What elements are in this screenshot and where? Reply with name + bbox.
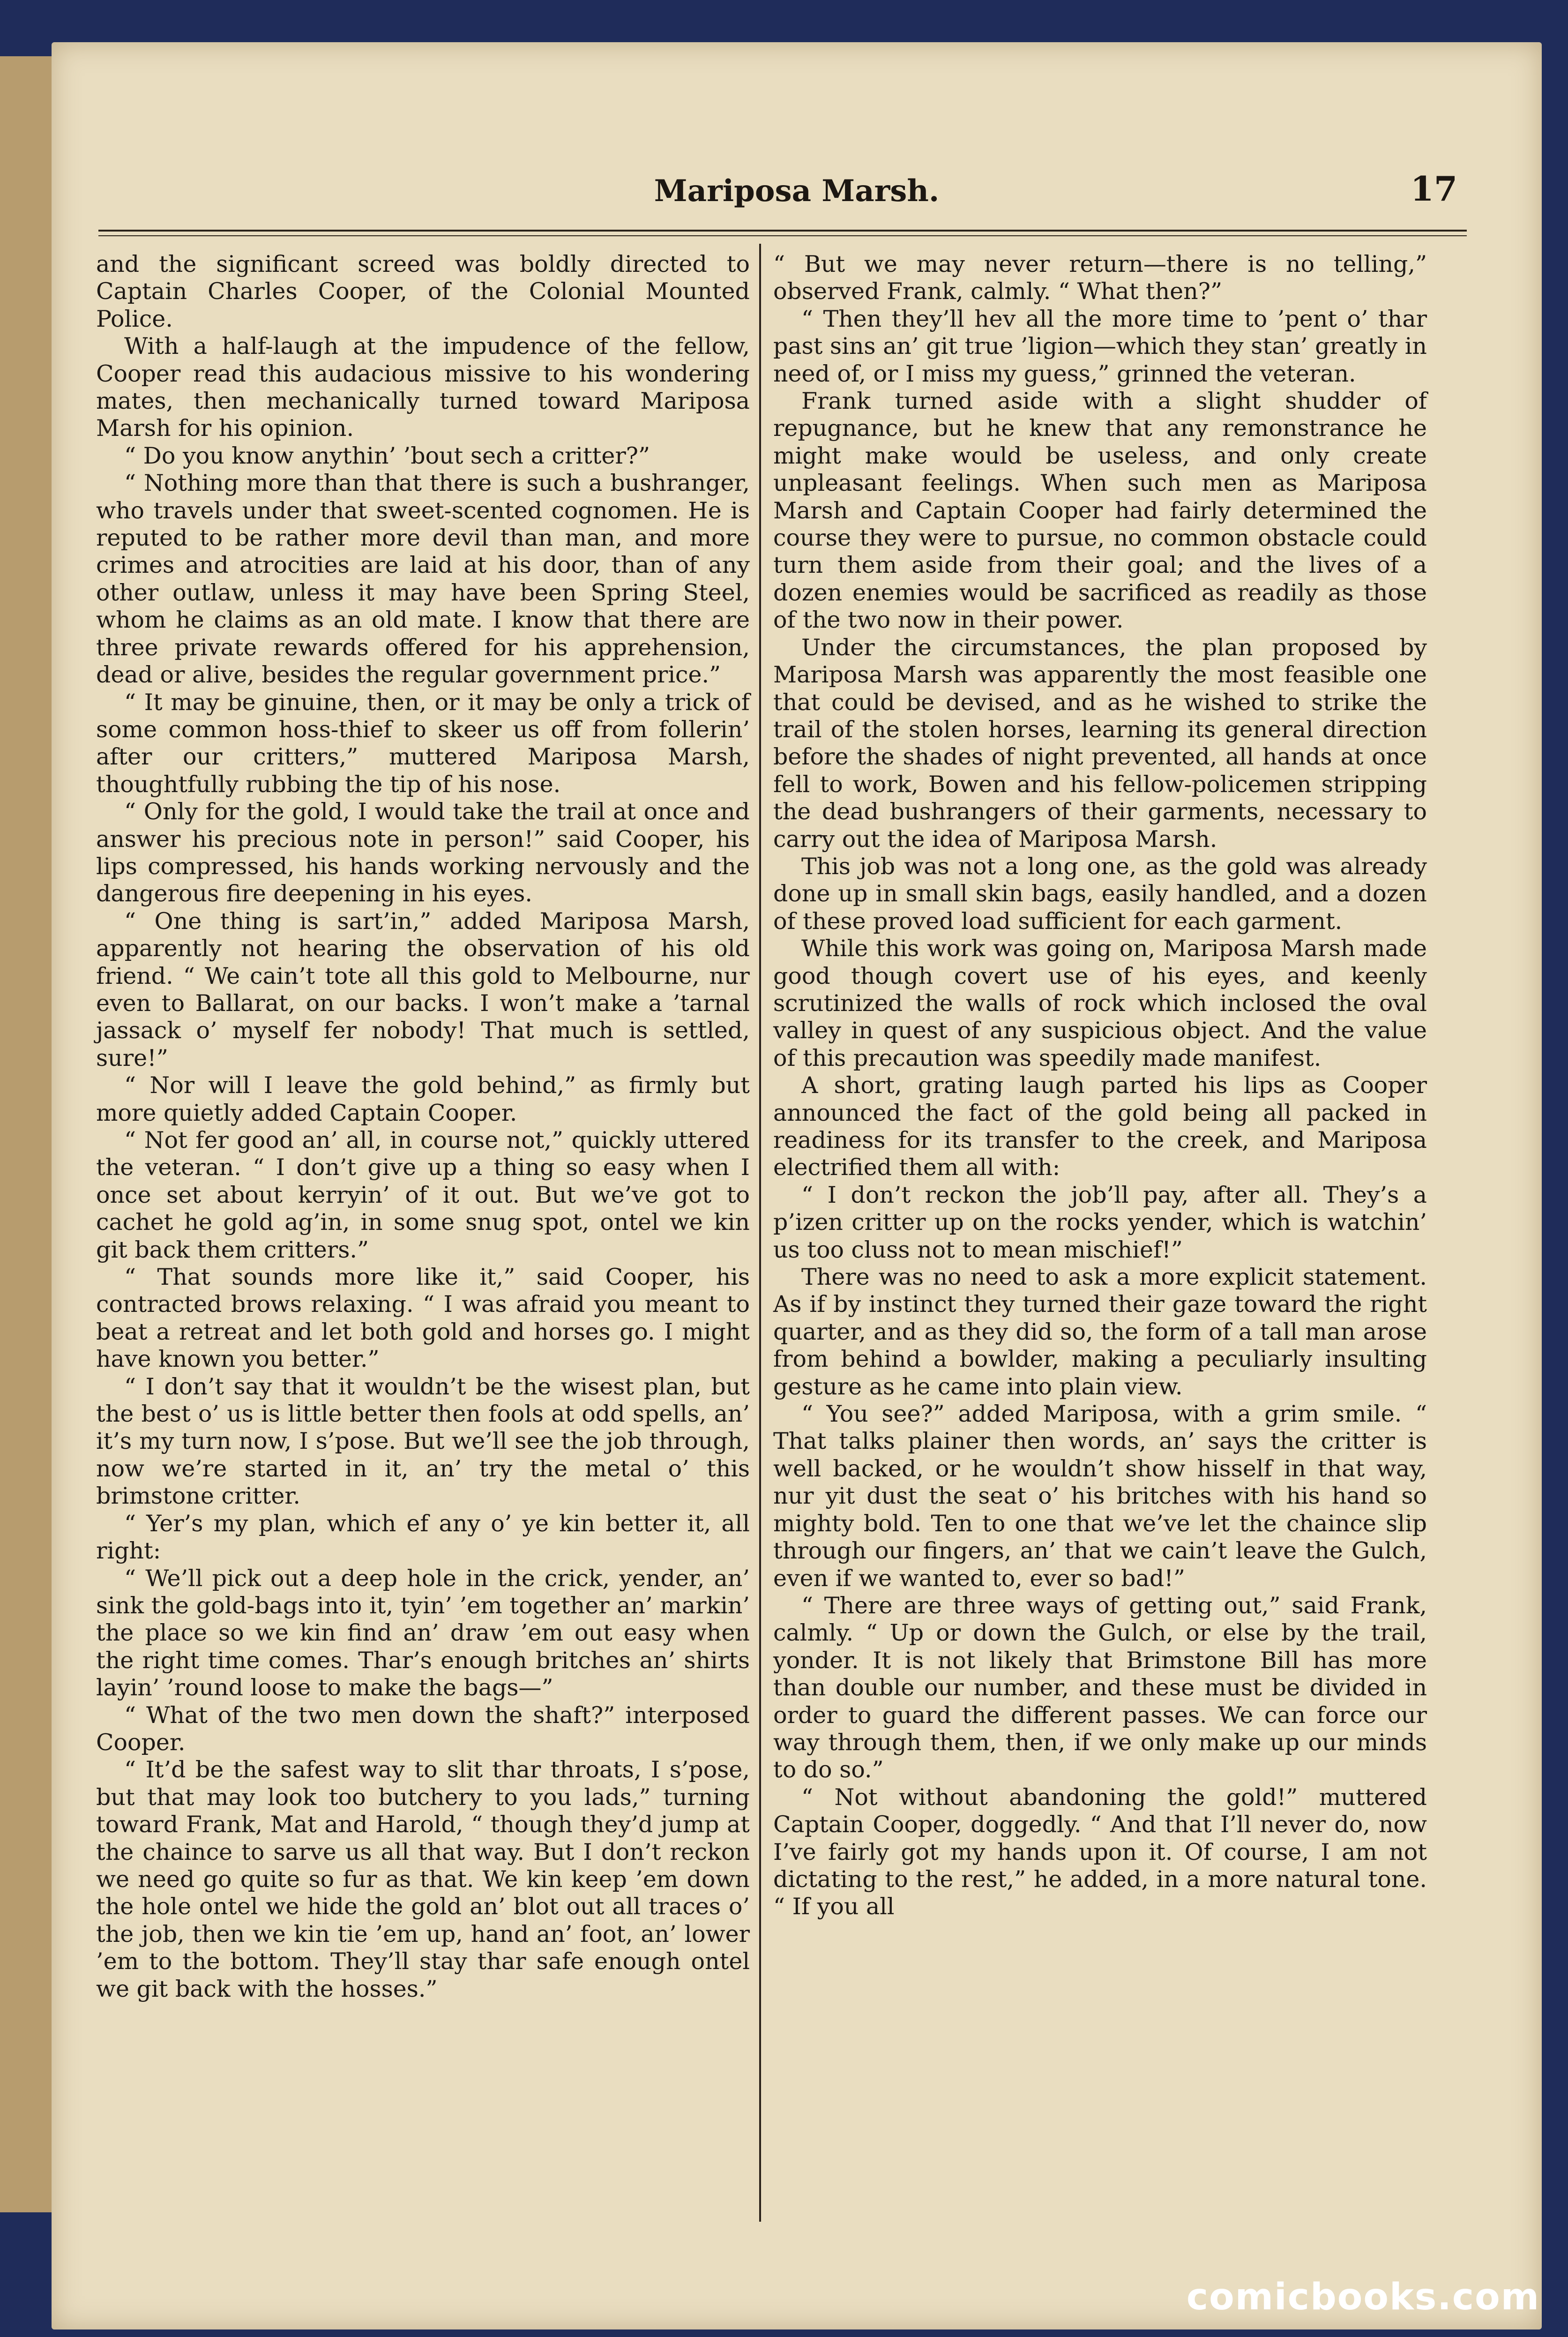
paragraph: With a half-laugh at the impudence of the fellow, Cooper read this audacious missive to his wondering mates, then mechanically turned toward Mariposa Marsh for his opinion.: [96, 333, 750, 442]
text-column-right: [773, 251, 1427, 1921]
paragraph: Frank turned aside with a slight shudder of repugnance, but he knew that any remonstrance he might make would be useless, and only create unpleasant feelings. When such men as Mariposa Marsh and Captain Cooper had fairly determined the course they were to pursue, no common obstacle could turn them aside from their goal; and the lives of a dozen enemies would be sacrificed as readily as those of the two now in their power.: [773, 388, 1427, 634]
page-number: 17: [1410, 169, 1457, 209]
paragraph: This job was not a long one, as the gold was already done up in small skin bags, easily handled, and a dozen of these proved load sufficient for each garment.: [773, 853, 1427, 935]
previous-page-edge: [0, 56, 58, 2212]
paragraph: There was no need to ask a more explicit statement. As if by instinct they turned their gaze toward the right quarter, and as they did so, the form of a tall man arose from behind a bowlder, making a peculiarly insulting gesture as he came into plain view.: [773, 1264, 1427, 1400]
paragraph: “ Do you know anythin’ ’bout sech a critter?”: [124, 442, 650, 469]
paragraph: “ There are three ways of getting out,” said Frank, calmly. “ Up or down the Gulch, or else by the trail, yonder. It is not likely that Brimstone Bill has more than double our number, and these must be divided in order to guard the different passes. We can force our way through them, then, if we only make up our minds to do so.”: [773, 1592, 1427, 1783]
paragraph: “ It may be ginuine, then, or it may be only a trick of some common hoss-thief to skeer us off from follerin’ after our critters,” muttered Mariposa Marsh, thoughtfully rubbing the tip of his nose.: [96, 689, 750, 798]
paragraph: “ Nothing more than that there is such a bushranger, who travels under that sweet-scented cognomen. He is reputed to be rather more devil than man, and more crimes and atrocities are laid at his door, than of any other outlaw, unless it may have been Spring Steel, whom he claims as an old mate. I know that there are three private rewards offered for his apprehension, dead or alive, besides the regular government price.”: [96, 470, 750, 689]
paragraph: “ Not fer good an’ all, in course not,” quickly uttered the veteran. “ I don’t give up a thing so easy when I once set about kerryin’ of it out. But we’ve got to cachet he gold ag’in, in some snug spot, ontel we kin git back them critters.”: [96, 1127, 750, 1263]
header-rule: [98, 230, 1467, 236]
paragraph: “ Then they’ll hev all the more time to ’pent o’ thar past sins an’ git true ’ligion—which they stan’ greatly in need of, or I miss my guess,” grinned the veteran.: [773, 305, 1427, 387]
paragraph: “ We’ll pick out a deep hole in the crick, yender, an’ sink the gold-bags into it, tyin’ ’em together an’ markin’ the place so we kin find an’ draw ’em out easy when the right time comes. Thar’s enough britches an’ shirts layin’ ’round loose to make the bags—”: [96, 1565, 750, 1701]
paragraph: Under the circumstances, the plan proposed by Mariposa Marsh was apparently the most feasible one that could be devised, and as he wished to strike the trail of the stolen horses, learning its general direction before the shades of night prevented, all hands at once fell to work, Bowen and his fellow-policemen stripping the dead bushrangers of their garments, necessary to carry out the idea of Mariposa Marsh.: [773, 634, 1427, 853]
magazine-page: [52, 42, 1542, 2330]
site-watermark: comicbooks.com: [1186, 2276, 1540, 2318]
paragraph: “ Nor will I leave the gold behind,” as firmly but more quietly added Captain Cooper.: [96, 1072, 750, 1126]
paragraph: “ What of the two men down the shaft?” interposed Cooper.: [96, 1701, 750, 1756]
paragraph: While this work was going on, Mariposa Marsh made good though covert use of his eyes, and keenly scrutinized the walls of rock which inclosed the oval valley in quest of any suspicious object. And the value of this precaution was speedily made manifest.: [773, 935, 1427, 1071]
running-title: Mariposa Marsh.: [654, 173, 940, 209]
paragraph: “ That sounds more like it,” said Cooper, his contracted brows relaxing. “ I was afraid you meant to beat a retreat and let both gold and horses go. I might have known you better.”: [96, 1264, 750, 1373]
paragraph: “ Yer’s my plan, which ef any o’ ye kin better it, all right:: [96, 1510, 750, 1565]
paragraph: A short, grating laugh parted his lips as Cooper announced the fact of the gold being all packed in readiness for its transfer to the creek, and Mariposa electrified them all with:: [773, 1072, 1427, 1181]
text-column-left: [96, 251, 750, 2003]
paragraph: “ Only for the gold, I would take the trail at once and answer his precious note in person!” said Cooper, his lips compressed, his hands working nervously and the dangerous fire deepening in his eyes.: [96, 798, 750, 907]
paragraph: and the significant screed was boldly directed to Captain Charles Cooper, of the Colonial Mounted Police.: [96, 251, 750, 332]
paragraph: “ It’d be the safest way to slit thar throats, I s’pose, but that may look too butchery to you lads,” turning toward Frank, Mat and Harold, “ though they’d jump at the chaince to sarve us all that way. But I don’t reckon we need go quite so fur as that. We kin keep ’em down the hole ontel we hide the gold an’ blot out all traces o’ the job, then we kin tie ’em up, hand an’ foot, an’ lower ’em to the bottom. They’ll stay thar safe enough ontel we git back with the hosses.”: [96, 1756, 750, 2002]
paragraph: “ I don’t say that it wouldn’t be the wisest plan, but the best o’ us is little better then fools at odd spells, an’ it’s my turn now, I s’pose. But we’ll see the job through, now we’re started in it, an’ try the metal o’ this brimstone critter.: [96, 1373, 750, 1510]
paragraph: “ You see?” added Mariposa, with a grim smile. “ That talks plainer then words, an’ says the critter is well backed, or he wouldn’t show hisself in that way, nur yit dust the seat o’ his britches with his hand so mighty bold. Ten to one that we’ve let the chaince slip through our fingers, an’ that we cain’t leave the Gulch, even if we wanted to, ever so bad!”: [773, 1401, 1427, 1592]
paragraph: “ But we may never return—there is no telling,” observed Frank, calmly. “ What then?”: [773, 251, 1427, 305]
page-header: [52, 136, 1542, 209]
paragraph: “ One thing is sart’in,” added Mariposa Marsh, apparently not hearing the observation of his old friend. “ We cain’t tote all this gold to Melbourne, nur even to Ballarat, on our backs. I won’t make a ’tarnal jassack o’ myself fer nobody! That much is settled, sure!”: [96, 907, 750, 1071]
paragraph: “ I don’t reckon the job’ll pay, after all. They’s a p’izen critter up on the rocks yender, which is watchin’ us too cluss not to mean mischief!”: [773, 1181, 1427, 1263]
column-divider: [759, 244, 761, 2222]
paragraph: “ Not without abandoning the gold!” muttered Captain Cooper, doggedly. “ And that I’ll never do, now I’ve fairly got my hands upon it. Of course, I am not dictating to the rest,” he added, in a more natural tone. “ If you all: [773, 1783, 1427, 1920]
